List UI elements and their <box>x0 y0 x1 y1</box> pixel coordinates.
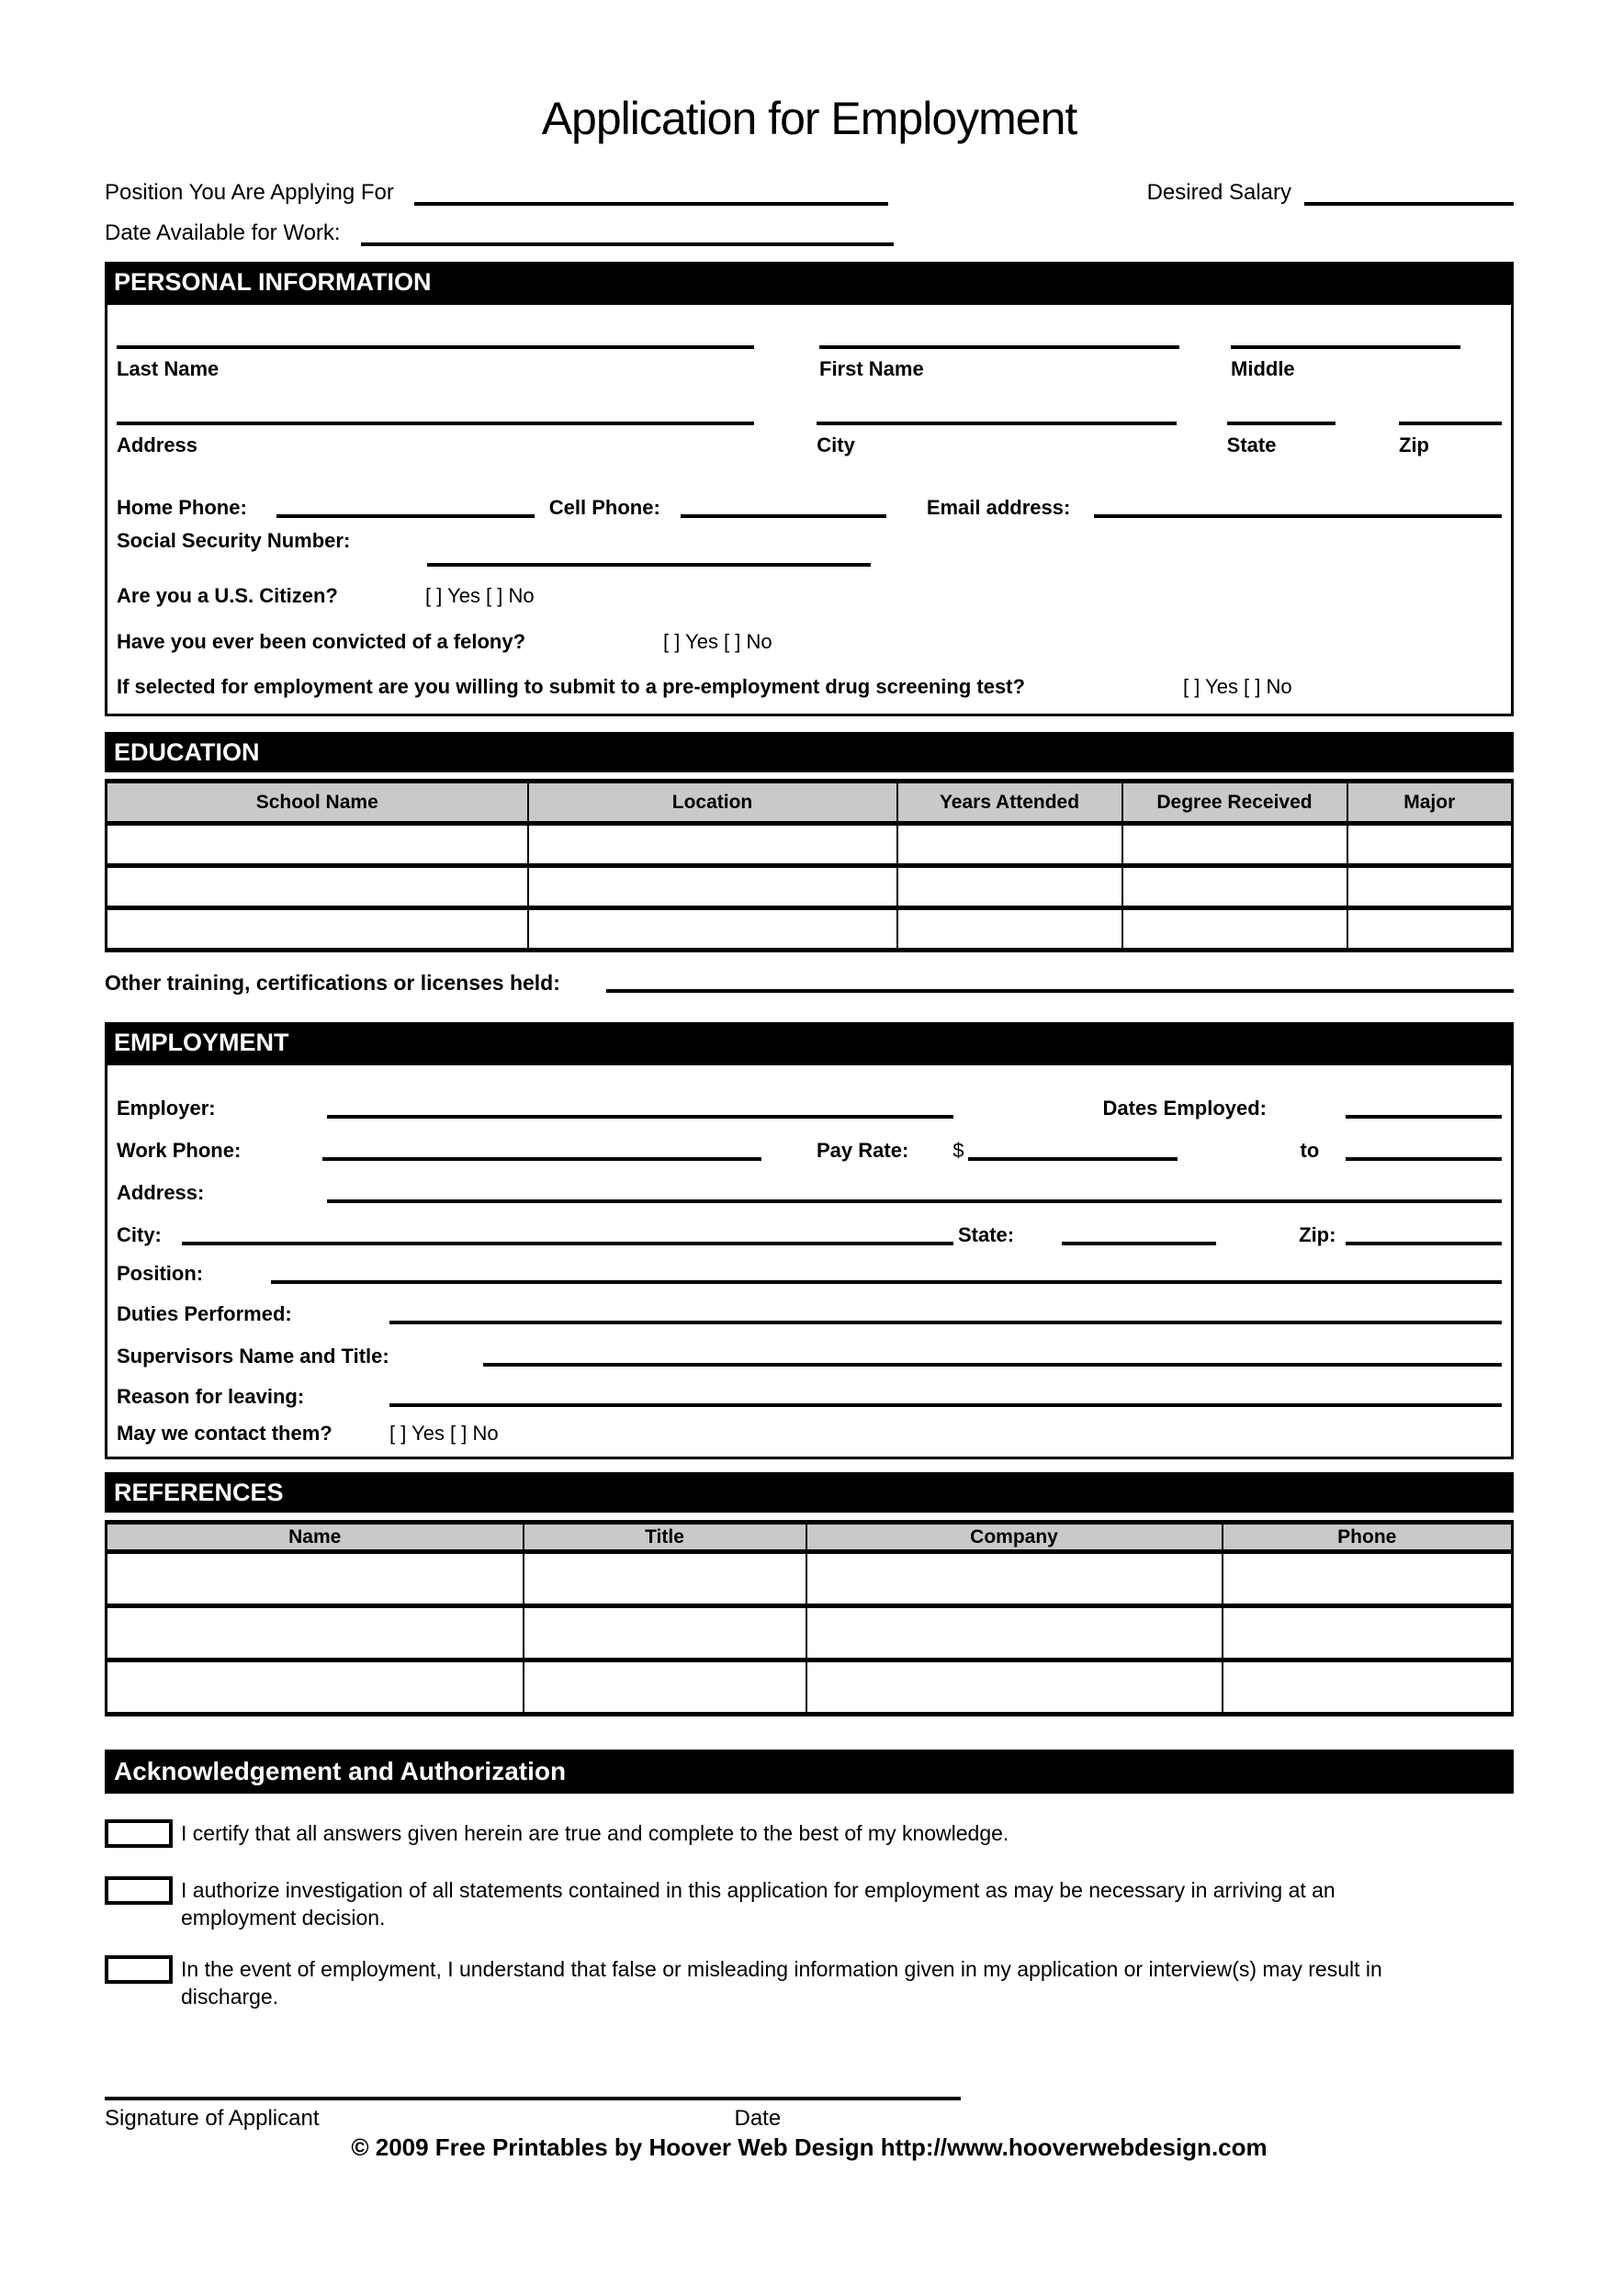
contact-question-label: May we contact them? <box>117 1422 332 1445</box>
zip-label: Zip <box>1399 433 1429 456</box>
dates-employed-to-line[interactable] <box>1346 1152 1502 1161</box>
certify-statement: I certify that all answers given herein are true and complete to the best of my knowledge. <box>181 1821 1009 1845</box>
desired-salary-label: Desired Salary <box>1146 180 1291 205</box>
education-cell[interactable] <box>107 866 528 908</box>
references-cell[interactable] <box>1223 1606 1513 1660</box>
felony-row <box>117 630 1502 654</box>
other-training-row <box>105 971 1514 995</box>
employer-zip-input-line[interactable] <box>1346 1236 1502 1245</box>
reason-leaving-input-line[interactable] <box>389 1398 1502 1407</box>
ssn-label: Social Security Number: <box>117 529 351 552</box>
education-col-school-name: School Name <box>107 782 528 824</box>
city-input-line[interactable] <box>817 422 1177 425</box>
employer-address-label: Address: <box>117 1181 205 1204</box>
contact-them-row <box>117 1422 1502 1446</box>
education-header-row <box>107 782 1513 824</box>
employer-address-input-line[interactable] <box>327 1194 1502 1203</box>
duties-label: Duties Performed: <box>117 1302 292 1325</box>
state-label: State <box>1226 433 1277 456</box>
references-col-company: Company <box>806 1523 1223 1552</box>
references-col-name: Name <box>107 1523 524 1552</box>
education-cell[interactable] <box>1347 908 1513 951</box>
signature-input-line[interactable] <box>105 2097 961 2100</box>
first-name-input-line[interactable] <box>819 345 1179 349</box>
discharge-checkbox[interactable] <box>105 1955 173 1984</box>
employer-state-label: State: <box>958 1223 1015 1246</box>
ack-item-discharge <box>105 1955 1514 2010</box>
references-cell[interactable] <box>107 1606 524 1660</box>
personal-information-box <box>105 302 1514 716</box>
references-cell[interactable] <box>107 1552 524 1606</box>
personal-information-header: PERSONAL INFORMATION <box>105 262 1514 302</box>
middle-name-label: Middle <box>1231 357 1295 380</box>
middle-name-cell <box>1231 345 1502 381</box>
citizen-question-label: Are you a U.S. Citizen? <box>117 584 338 607</box>
reason-leaving-label: Reason for leaving: <box>117 1385 305 1408</box>
name-row <box>117 305 1502 381</box>
supervisor-label: Supervisors Name and Title: <box>117 1345 389 1367</box>
education-cell[interactable] <box>1122 866 1347 908</box>
education-cell[interactable] <box>107 824 528 866</box>
references-header-row <box>107 1523 1513 1552</box>
date-label: Date <box>734 2106 782 2131</box>
last-name-label: Last Name <box>117 357 220 380</box>
employer-zip-label: Zip: <box>1299 1223 1336 1246</box>
felony-question-label: Have you ever been convicted of a felony? <box>117 630 526 653</box>
education-col-location: Location <box>528 782 897 824</box>
references-cell[interactable] <box>806 1606 1223 1660</box>
references-cell[interactable] <box>107 1660 524 1715</box>
employer-city-label: City: <box>117 1223 162 1246</box>
last-name-cell <box>117 345 819 381</box>
city-cell <box>817 422 1226 457</box>
education-header: EDUCATION <box>105 732 1514 772</box>
employment-header: EMPLOYMENT <box>105 1022 1514 1063</box>
duties-input-line[interactable] <box>389 1315 1502 1324</box>
ssn-row <box>117 529 1502 553</box>
authorize-checkbox[interactable] <box>105 1876 173 1905</box>
employer-city-row <box>117 1223 1502 1247</box>
drug-test-row <box>117 675 1502 699</box>
references-row <box>107 1606 1513 1660</box>
ack-item-authorize <box>105 1876 1514 1931</box>
position-held-label: Position: <box>117 1262 204 1285</box>
references-table <box>105 1520 1514 1716</box>
signature-area <box>105 2097 961 2132</box>
first-name-label: First Name <box>819 357 924 380</box>
work-phone-row <box>117 1139 1502 1163</box>
employer-state-input-line[interactable] <box>1062 1236 1216 1245</box>
zip-input-line[interactable] <box>1399 422 1502 425</box>
employer-label: Employer: <box>117 1097 216 1120</box>
pay-rate-label: Pay Rate: <box>817 1139 909 1162</box>
drug-question-label: If selected for employment are you willing to submit to a pre-employment drug screening test? <box>117 675 1025 698</box>
education-cell[interactable] <box>1347 824 1513 866</box>
cell-phone-label: Cell Phone: <box>548 496 660 519</box>
middle-name-input-line[interactable] <box>1231 345 1460 349</box>
drug-yes-no-options[interactable]: [ ] Yes [ ] No <box>1183 675 1292 698</box>
signature-of-applicant-label: Signature of Applicant <box>105 2106 320 2131</box>
education-row <box>107 866 1513 908</box>
page-title: Application for Employment <box>541 93 1077 144</box>
first-name-cell <box>819 345 1231 381</box>
cell-phone-input-line[interactable] <box>681 509 886 518</box>
education-table <box>105 779 1514 952</box>
references-col-title: Title <box>524 1523 806 1552</box>
form-content <box>105 0 1514 2162</box>
education-col-degree-received: Degree Received <box>1122 782 1347 824</box>
address-input-line[interactable] <box>117 422 754 425</box>
references-header: REFERENCES <box>105 1472 1514 1513</box>
address-row <box>117 422 1502 457</box>
citizen-yes-no-options[interactable]: [ ] Yes [ ] No <box>425 584 535 607</box>
last-name-input-line[interactable] <box>117 345 754 349</box>
education-row <box>107 908 1513 951</box>
discharge-statement: In the event of employment, I understand that false or misleading information given in my application or interview(s) may result in discharge. <box>181 1957 1382 2009</box>
dates-employed-from-line[interactable] <box>1346 1109 1502 1119</box>
references-cell[interactable] <box>524 1552 806 1606</box>
address-cell <box>117 422 817 457</box>
work-phone-input-line[interactable] <box>322 1152 761 1161</box>
ack-item-certify <box>105 1819 1514 1848</box>
certify-checkbox[interactable] <box>105 1819 173 1848</box>
pay-rate-input-line[interactable] <box>968 1152 1178 1161</box>
email-label: Email address: <box>926 496 1071 519</box>
employment-box <box>105 1063 1514 1459</box>
position-held-input-line[interactable] <box>271 1275 1502 1284</box>
ssn-input-line[interactable] <box>427 557 871 567</box>
date-available-label: Date Available for Work: <box>105 220 341 245</box>
position-label: Position You Are Applying For <box>105 180 394 205</box>
state-input-line[interactable] <box>1227 422 1336 425</box>
position-salary-row <box>105 180 1514 206</box>
supervisor-row <box>117 1345 1502 1368</box>
employer-city-input-line[interactable] <box>182 1236 953 1245</box>
references-cell[interactable] <box>806 1660 1223 1715</box>
education-cell[interactable] <box>528 908 897 951</box>
signature-labels <box>105 2106 961 2132</box>
dates-employed-label: Dates Employed: <box>1102 1097 1267 1120</box>
state-cell <box>1227 422 1399 457</box>
employer-input-line[interactable] <box>327 1109 953 1119</box>
references-cell[interactable] <box>806 1552 1223 1606</box>
other-training-input-line[interactable] <box>606 984 1514 993</box>
education-cell[interactable] <box>1122 908 1347 951</box>
date-available-row <box>105 220 1514 246</box>
authorize-statement: I authorize investigation of all statements contained in this application for employment as may be necessary in arriving at an employment decision. <box>181 1878 1336 1930</box>
education-cell[interactable] <box>1122 824 1347 866</box>
email-input-line[interactable] <box>1094 509 1502 518</box>
phones-row <box>117 496 1502 520</box>
education-row <box>107 824 1513 866</box>
education-cell[interactable] <box>107 908 528 951</box>
copyright-footer: © 2009 Free Printables by Hoover Web Design http://www.hooverwebdesign.com <box>351 2133 1268 2161</box>
other-training-label: Other training, certifications or licenses held: <box>105 971 560 995</box>
supervisor-input-line[interactable] <box>483 1357 1502 1367</box>
position-input-line[interactable] <box>414 197 888 206</box>
citizen-row <box>117 584 1502 608</box>
position-row <box>117 1262 1502 1286</box>
references-cell[interactable] <box>1223 1660 1513 1715</box>
ssn-line-row <box>117 555 1502 571</box>
dates-to-label: to <box>1300 1139 1320 1162</box>
education-cell[interactable] <box>528 824 897 866</box>
references-col-phone: Phone <box>1223 1523 1513 1552</box>
home-phone-input-line[interactable] <box>276 509 535 518</box>
education-cell[interactable] <box>1347 866 1513 908</box>
references-cell[interactable] <box>524 1606 806 1660</box>
employer-address-row <box>117 1181 1502 1205</box>
education-cell[interactable] <box>897 908 1122 951</box>
references-cell[interactable] <box>524 1660 806 1715</box>
address-label: Address <box>117 433 198 456</box>
zip-cell <box>1399 422 1502 457</box>
education-col-major: Major <box>1347 782 1513 824</box>
felony-yes-no-options[interactable]: [ ] Yes [ ] No <box>663 630 772 653</box>
reason-leaving-row <box>117 1385 1502 1409</box>
city-label: City <box>817 433 855 456</box>
date-available-input-line[interactable] <box>361 237 894 246</box>
acknowledgement-header: Acknowledgement and Authorization <box>105 1750 1514 1794</box>
home-phone-label: Home Phone: <box>117 496 247 519</box>
contact-yes-no-options[interactable]: [ ] Yes [ ] No <box>389 1422 499 1445</box>
work-phone-label: Work Phone: <box>117 1139 242 1162</box>
references-row <box>107 1552 1513 1606</box>
education-cell[interactable] <box>897 866 1122 908</box>
education-cell[interactable] <box>897 824 1122 866</box>
pay-rate-dollar-sign: $ <box>952 1139 964 1162</box>
references-cell[interactable] <box>1223 1552 1513 1606</box>
employer-row <box>117 1097 1502 1120</box>
education-cell[interactable] <box>528 866 897 908</box>
desired-salary-input-line[interactable] <box>1304 197 1514 206</box>
duties-row <box>117 1302 1502 1326</box>
education-col-years-attended: Years Attended <box>897 782 1122 824</box>
references-row <box>107 1660 1513 1715</box>
